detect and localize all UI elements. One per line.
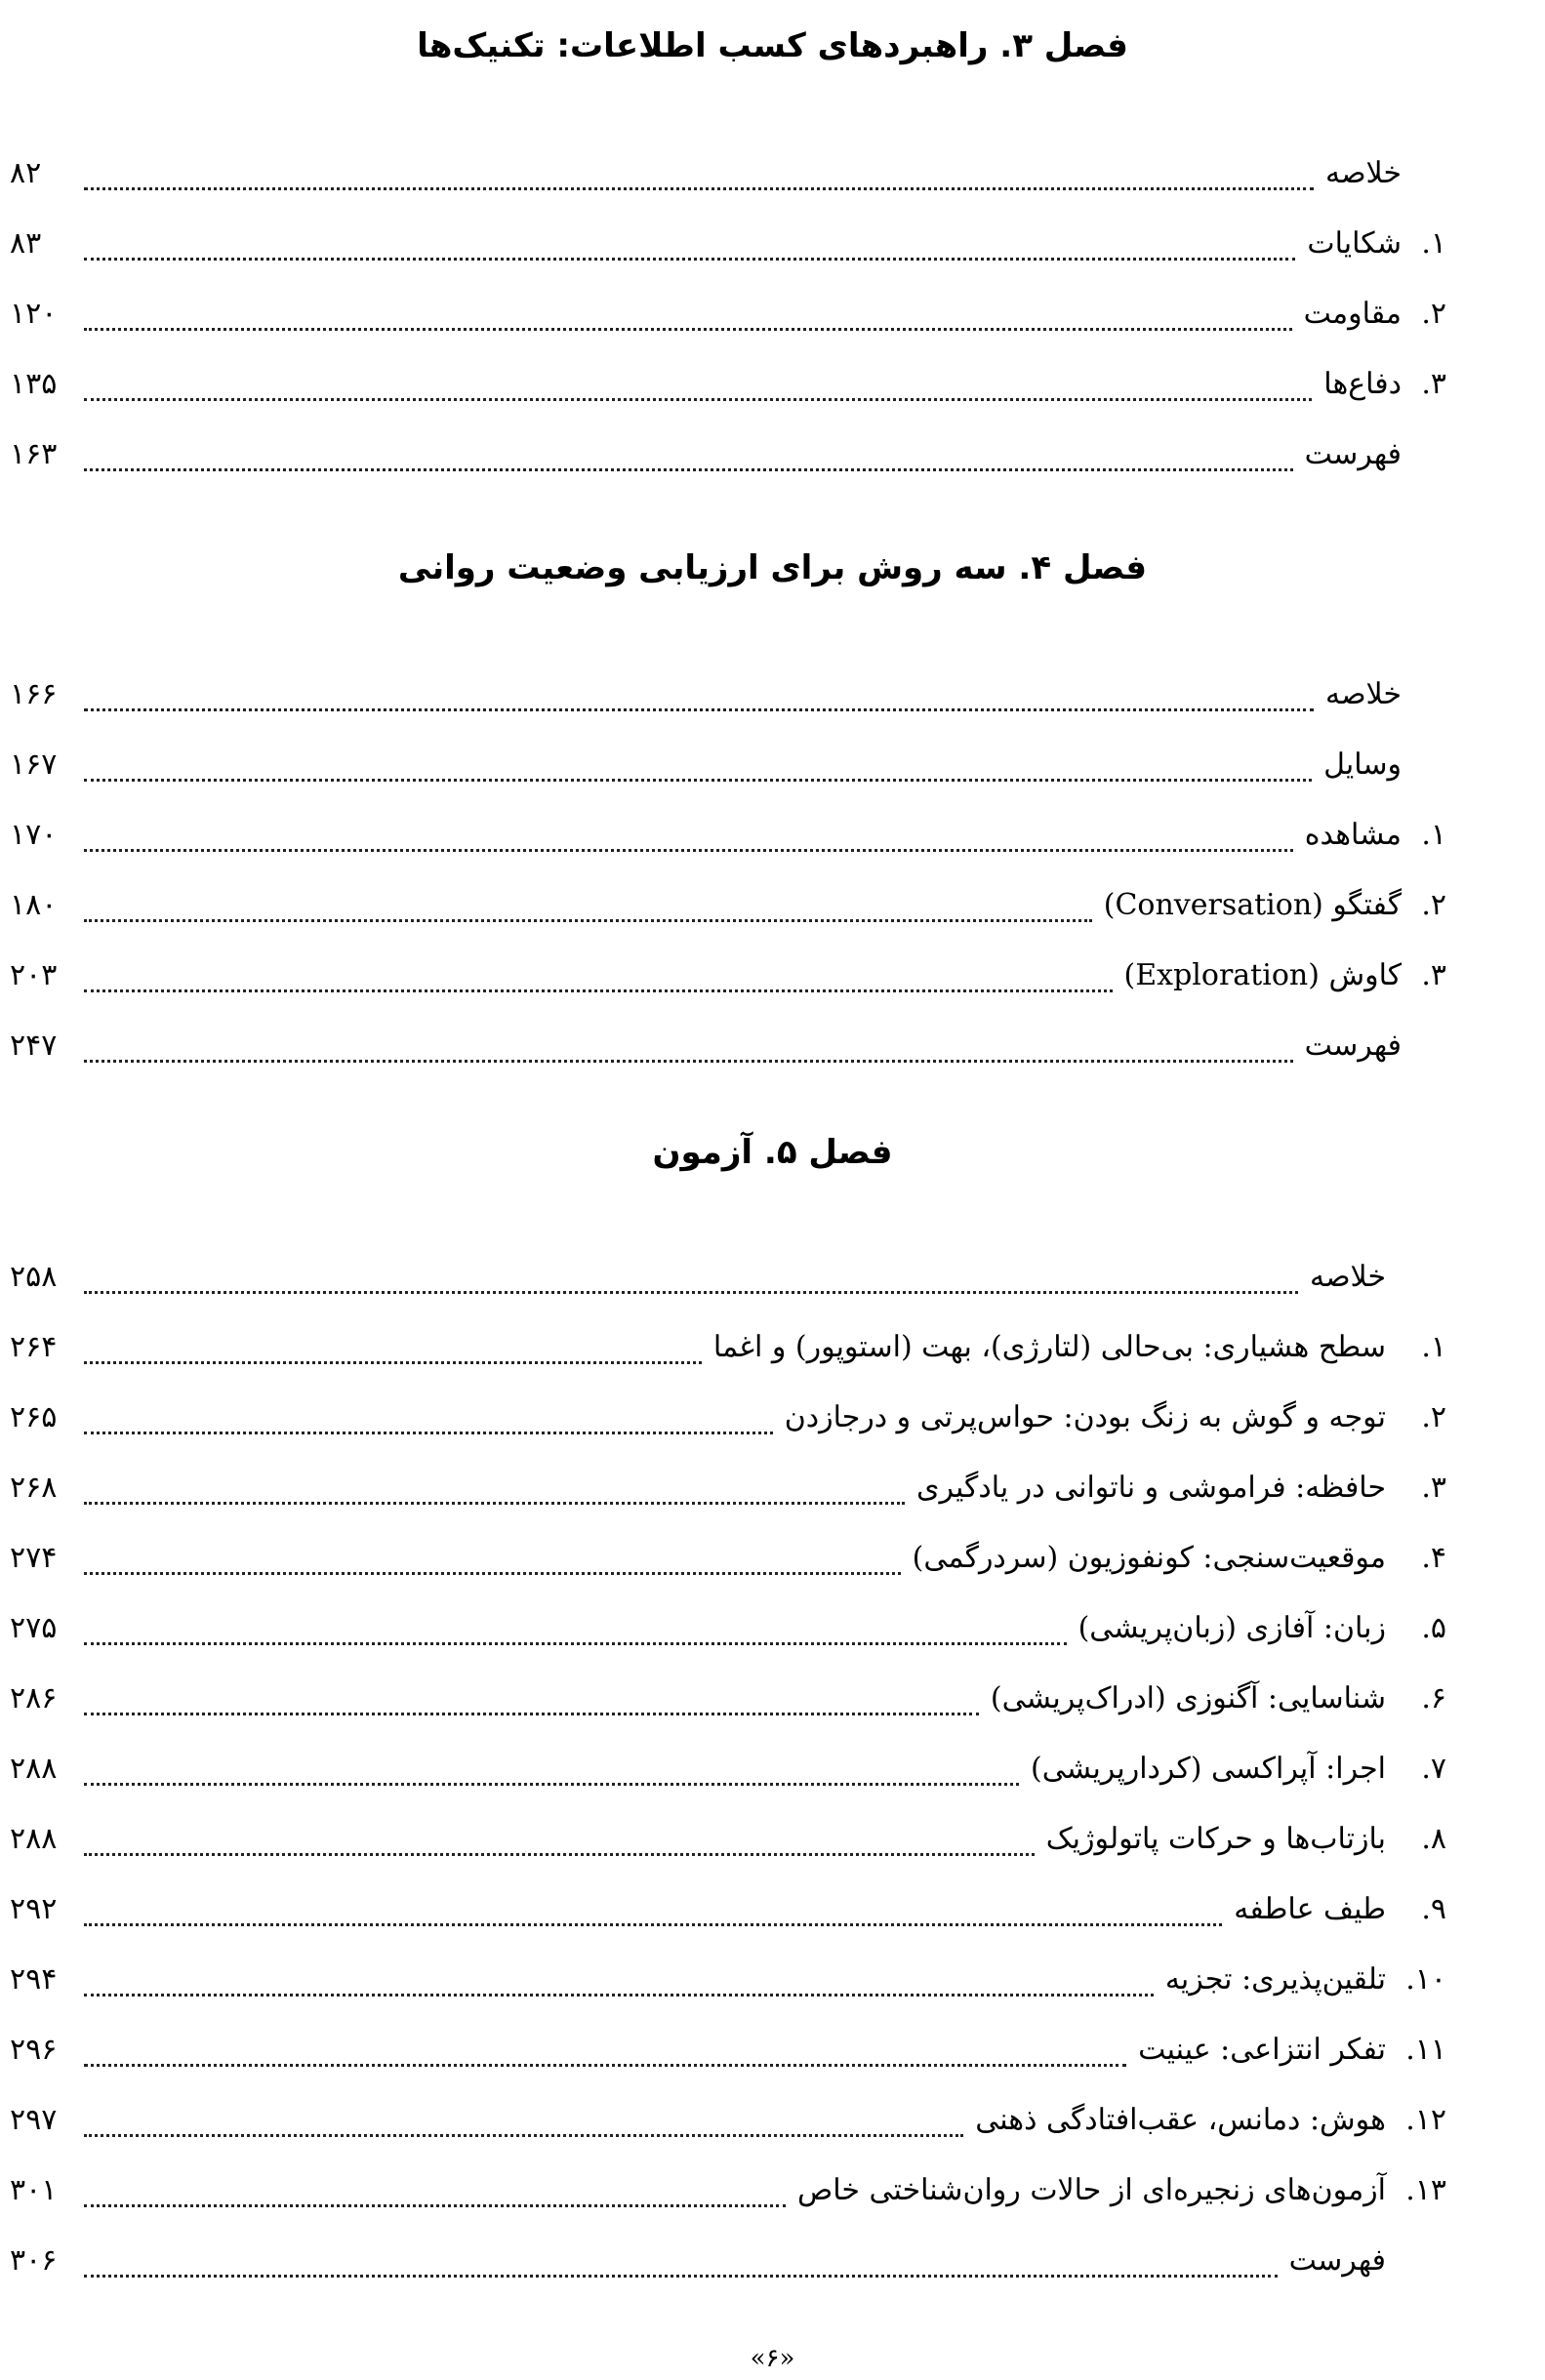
entry-number: ۳. [1421, 367, 1446, 401]
toc-entry [10, 812, 1446, 859]
entry-label: فهرست [1304, 437, 1402, 471]
toc-entry [10, 1886, 1446, 1933]
entry-page: ۱۶۷ [10, 747, 58, 782]
entry-label: توجه و گوش به زنگ بودن: حواس‌پرتی و درجازدن [784, 1400, 1386, 1434]
entry-number: ۲. [1421, 297, 1446, 331]
entry-number: ۷. [1421, 1752, 1446, 1786]
entry-page: ۱۶۳ [10, 437, 58, 471]
toc-entry [10, 882, 1446, 929]
entry-label: فهرست [1304, 1029, 1402, 1063]
toc-entry [10, 1816, 1446, 1863]
entry-number: ۱۰. [1405, 1962, 1446, 1997]
toc-entry [10, 2027, 1446, 2074]
entry-label: تلقین‌پذیری: تجزیه [1164, 1962, 1386, 1997]
dot-leader [84, 1458, 905, 1505]
entry-label: تفکر انتزاعی: عینیت [1138, 2033, 1386, 2067]
entry-number: ۹. [1421, 1892, 1446, 1926]
entry-page: ۱۷۰ [10, 818, 58, 852]
entry-label: شکایات [1307, 226, 1402, 261]
toc-entry [10, 1394, 1446, 1441]
entry-label: مقاومت [1303, 297, 1402, 331]
dot-leader [84, 1528, 901, 1575]
entry-page: ۲۷۴ [10, 1541, 58, 1575]
chapter-5-title: فصل ۵. آزمون [652, 1133, 893, 1172]
entry-label: دفاع‌ها [1323, 367, 1402, 401]
entry-page: ۲۵۸ [10, 1260, 58, 1294]
toc-entry [10, 361, 1446, 408]
entry-page: ۲۰۳ [10, 958, 58, 992]
entry-label: خلاصه [1324, 677, 1402, 711]
entry-number: ۶. [1421, 1681, 1446, 1715]
entry-number: ۱۳. [1405, 2173, 1446, 2207]
entry-label: مشاهده [1304, 818, 1402, 852]
entry-page: ۳۰۶ [10, 2243, 58, 2278]
dot-leader [84, 1247, 1298, 1294]
toc-entry [10, 952, 1446, 999]
entry-number: ۸. [1421, 1822, 1446, 1856]
entry-page: ۲۹۲ [10, 1892, 58, 1926]
entry-number: ۴. [1421, 1541, 1446, 1575]
toc-entry [10, 671, 1446, 718]
entry-label: کاوش (Exploration) [1123, 958, 1402, 992]
toc-entry [10, 1465, 1446, 1512]
entry-number: ۱۲. [1405, 2103, 1446, 2137]
dot-leader [84, 875, 1092, 922]
toc-entry [10, 1023, 1446, 1069]
dot-leader [84, 2160, 786, 2207]
dot-leader [84, 1669, 979, 1715]
toc-entry [10, 1956, 1446, 2003]
entry-page: ۲۷۵ [10, 1611, 58, 1645]
entry-page: ۲۶۸ [10, 1471, 58, 1505]
entry-label: موقعیت‌سنجی: کونفوزیون (سردرگمی) [912, 1541, 1386, 1575]
entry-page: ۱۲۰ [10, 297, 58, 331]
dot-leader [84, 1598, 1067, 1645]
toc-entry [10, 1535, 1446, 1582]
entry-label: گفتگو (Conversation) [1103, 888, 1402, 922]
entry-label: خلاصه [1309, 1260, 1386, 1294]
toc-entry [10, 431, 1446, 478]
toc-entry [10, 150, 1446, 197]
entry-page: ۲۸۶ [10, 1681, 58, 1715]
chapter-3-title: فصل ۳. راهبردهای کسب اطلاعات: تکنیک‌ها [417, 26, 1128, 65]
entry-page: ۲۹۶ [10, 2033, 58, 2067]
entry-page: ۱۸۰ [10, 888, 58, 922]
dot-leader [84, 946, 1113, 992]
chapter-4-title: فصل ۴. سه روش برای ارزیابی وضعیت روانی [397, 548, 1148, 587]
toc-entry [10, 2097, 1446, 2144]
entry-label: طیف عاطفه [1234, 1892, 1386, 1926]
entry-label: اجرا: آپراکسی (کردارپریشی) [1030, 1752, 1386, 1786]
dot-leader [84, 1317, 702, 1364]
entry-page: ۲۹۴ [10, 1962, 58, 1997]
entry-page: ۱۶۶ [10, 677, 58, 711]
dot-leader [84, 424, 1293, 471]
entry-number: ۳. [1421, 958, 1446, 992]
entry-page: ۲۶۵ [10, 1400, 58, 1434]
dot-leader [84, 805, 1293, 852]
entry-label: فهرست [1288, 2243, 1386, 2278]
toc-entry [10, 1324, 1446, 1371]
entry-page: ۲۴۷ [10, 1029, 58, 1063]
entry-number: ۲. [1421, 888, 1446, 922]
dot-leader [84, 1809, 1035, 1856]
entry-page: ۳۰۱ [10, 2173, 58, 2207]
entry-page: ۲۶۴ [10, 1330, 58, 1364]
entry-label: خلاصه [1324, 156, 1402, 190]
dot-leader [84, 2090, 963, 2137]
toc-entry [10, 2238, 1446, 2284]
entry-page: ۱۳۵ [10, 367, 58, 401]
dot-leader [84, 665, 1314, 711]
dot-leader [84, 284, 1292, 331]
entry-number: ۱. [1421, 1330, 1446, 1364]
dot-leader [84, 1879, 1222, 1926]
entry-number: ۵. [1421, 1611, 1446, 1645]
entry-page: ۸۲ [10, 156, 42, 190]
entry-label: هوش: دمانس، عقب‌افتادگی ذهنی [975, 2103, 1386, 2137]
dot-leader [84, 1950, 1154, 1997]
dot-leader [84, 143, 1314, 190]
dot-leader [84, 2020, 1126, 2067]
entry-page: ۸۳ [10, 226, 42, 261]
toc-entry [10, 291, 1446, 338]
entry-page: ۲۹۷ [10, 2103, 58, 2137]
entry-number: ۱. [1421, 226, 1446, 261]
entry-label: زبان: آفازی (زبان‌پریشی) [1077, 1611, 1386, 1645]
entry-number: ۱۱. [1405, 2033, 1446, 2067]
dot-leader [84, 2231, 1278, 2278]
page-number-footer: «۶» [750, 2344, 795, 2373]
dot-leader [84, 1388, 773, 1434]
dot-leader [84, 1739, 1019, 1786]
entry-number: ۱. [1421, 818, 1446, 852]
entry-label: سطح هشیاری: بی‌حالی (لتارژی)، بهت (استوپور) و اغما [712, 1330, 1386, 1364]
entry-label: آزمون‌های زنجیره‌ای از حالات روان‌شناختی خاص [797, 2173, 1386, 2207]
toc-entry [10, 1254, 1446, 1301]
dot-leader [84, 354, 1312, 401]
toc-entry [10, 221, 1446, 267]
dot-leader [84, 214, 1295, 261]
entry-label: بازتاب‌ها و حرکات پاتولوژیک [1045, 1822, 1386, 1856]
toc-entry [10, 1605, 1446, 1652]
dot-leader [84, 735, 1312, 782]
entry-label: شناسایی: آگنوزی (ادراک‌پریشی) [990, 1681, 1386, 1715]
entry-number: ۳. [1421, 1471, 1446, 1505]
toc-entry [10, 1675, 1446, 1722]
entry-number: ۲. [1421, 1400, 1446, 1434]
entry-label: وسایل [1323, 747, 1402, 782]
entry-page: ۲۸۸ [10, 1822, 58, 1856]
entry-label: حافظه: فراموشی و ناتوانی در یادگیری [915, 1471, 1386, 1505]
dot-leader [84, 1016, 1293, 1063]
toc-entry [10, 742, 1446, 788]
toc-entry [10, 1746, 1446, 1793]
toc-entry [10, 2167, 1446, 2214]
entry-page: ۲۸۸ [10, 1752, 58, 1786]
